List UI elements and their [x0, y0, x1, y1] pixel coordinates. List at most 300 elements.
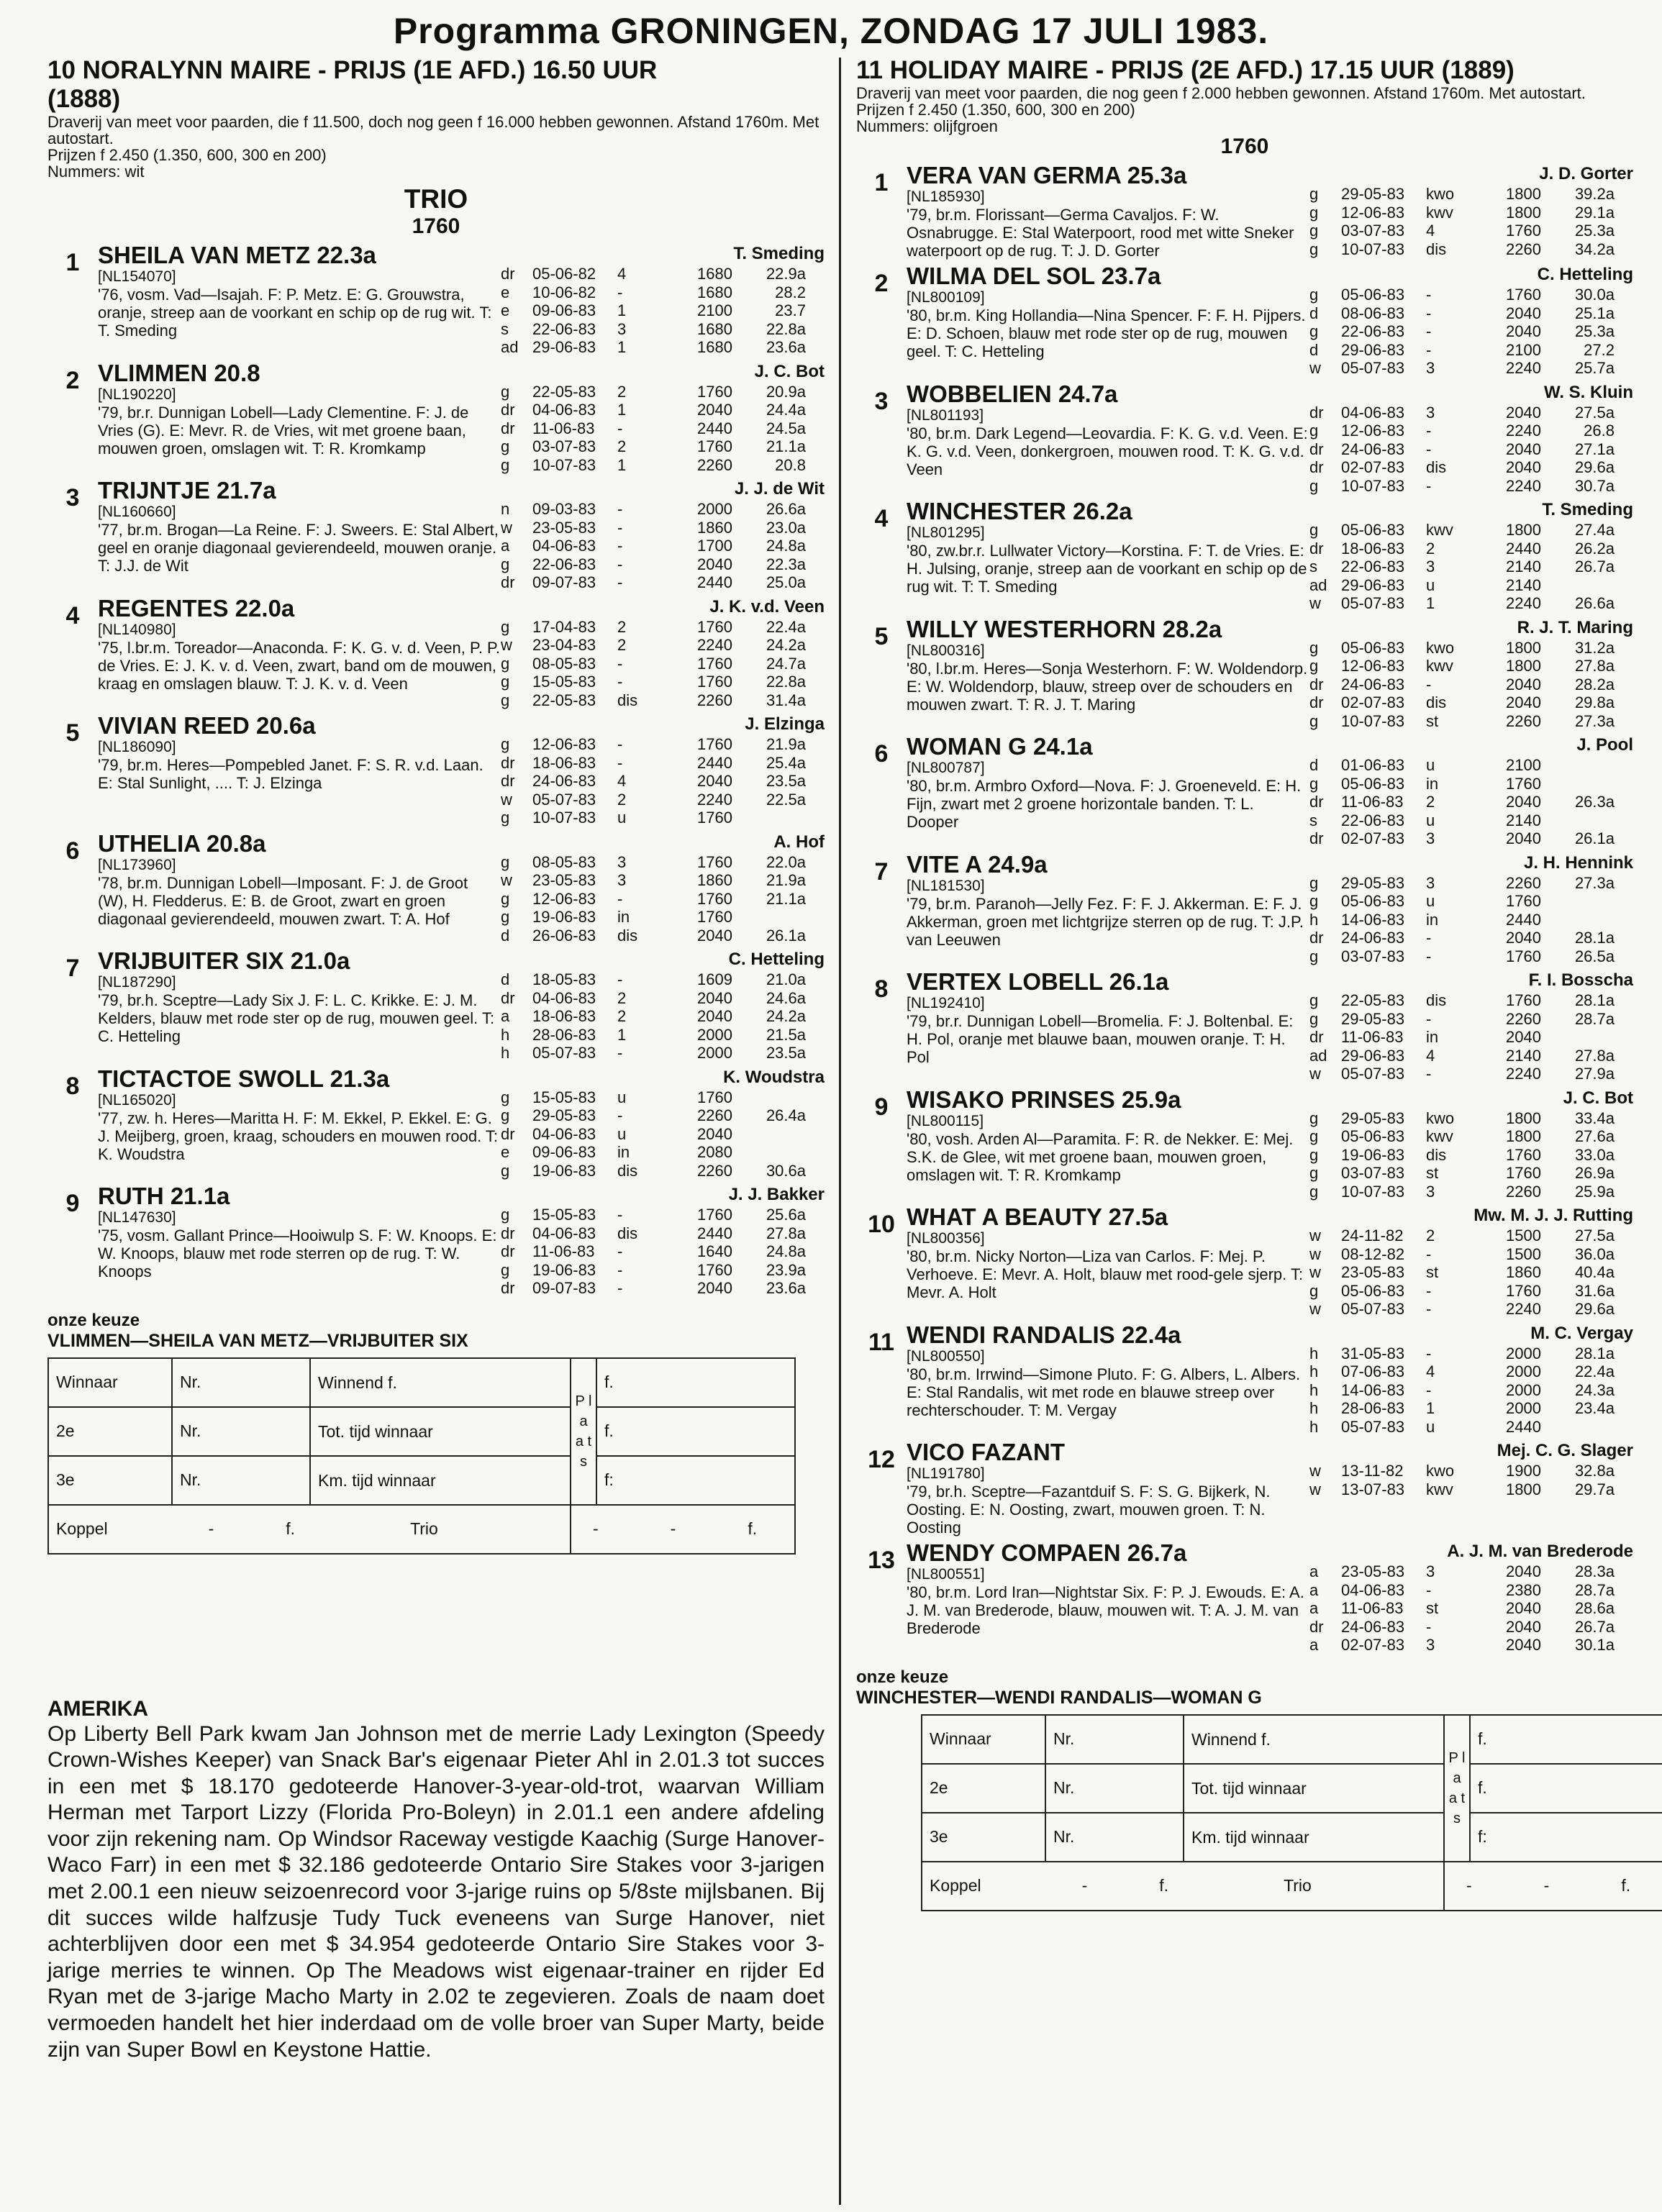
start-distance: 2000 — [1506, 1380, 1541, 1399]
start-row — [501, 1279, 825, 1298]
start-row — [1309, 1047, 1633, 1065]
start-distance: 2140 — [1506, 811, 1541, 829]
start-track: w — [1309, 1226, 1321, 1244]
start-distance: 2260 — [697, 691, 732, 709]
horse-registration: [NL173960] — [98, 856, 176, 873]
start-time: 25.7a — [1574, 359, 1615, 377]
start-distance: 2440 — [697, 419, 732, 437]
start-distance: 1760 — [697, 1088, 732, 1106]
start-distance: 2240 — [1506, 1300, 1541, 1318]
horse-number: 4 — [874, 505, 889, 532]
start-distance: 2260 — [697, 1106, 732, 1124]
start-date: 19-06-83 — [532, 908, 596, 926]
start-track: ad — [1309, 575, 1327, 594]
start-row — [1309, 540, 1633, 558]
horse-description: '80, br.m. King Hollandia—Nina Spencer. F: F. H. Pijpers. E: D. Schoen, blauw met rode ster op de rug, mouwen geel. T: C. Hetteling — [907, 306, 1306, 360]
start-time: 26.4a — [766, 1106, 806, 1124]
start-row — [1309, 1581, 1633, 1600]
start-date: 13-11-82 — [1341, 1462, 1404, 1480]
start-time: 23.7 — [775, 301, 806, 319]
horse-form — [501, 243, 825, 357]
start-row — [501, 1088, 825, 1107]
start-distance: 2240 — [1506, 422, 1541, 440]
start-track: e — [501, 283, 510, 301]
start-date: 05-07-83 — [1341, 359, 1405, 377]
start-place: st — [1426, 1164, 1439, 1182]
start-track: dr — [1309, 403, 1324, 422]
horse-name: VERA VAN GERMA 25.3a — [907, 162, 1187, 188]
start-date: 11-06-83 — [1341, 1028, 1404, 1046]
start-track: g — [501, 617, 510, 636]
start-list — [1309, 991, 1633, 1083]
horse-entry — [856, 163, 1633, 260]
start-place: u — [1426, 756, 1435, 774]
start-track: g — [1309, 222, 1319, 240]
start-time: 28.2a — [1574, 675, 1615, 693]
start-distance: 1760 — [1506, 892, 1541, 910]
start-distance: 1760 — [697, 908, 732, 926]
start-track: a — [501, 537, 510, 555]
horse-trainer: J. J. de Wit — [734, 479, 825, 499]
start-place: dis — [1426, 458, 1447, 476]
start-place: 1 — [617, 338, 627, 356]
start-place: 2 — [617, 636, 627, 654]
start-time: 34.2a — [1574, 240, 1615, 258]
start-distance: 1640 — [697, 1242, 732, 1260]
start-date: 09-07-83 — [532, 1279, 596, 1297]
start-place: - — [1426, 440, 1432, 458]
start-date: 19-06-83 — [532, 1161, 596, 1180]
start-row — [501, 871, 825, 890]
start-row — [1309, 947, 1633, 966]
start-row — [1309, 286, 1633, 304]
start-date: 09-03-83 — [532, 500, 596, 518]
start-date: 15-05-83 — [532, 673, 596, 691]
horse-entry — [856, 264, 1633, 378]
bet-field: Winnend f. — [1184, 1715, 1444, 1764]
horse-form — [1309, 1088, 1633, 1201]
start-distance: 2040 — [1506, 1562, 1541, 1580]
start-time: 40.4a — [1574, 1263, 1615, 1281]
start-row — [1309, 458, 1633, 477]
start-row — [501, 456, 825, 475]
start-date: 18-06-83 — [532, 1007, 596, 1025]
start-list — [501, 735, 825, 827]
horse-entry — [856, 499, 1633, 613]
start-time: 27.5a — [1574, 1226, 1615, 1244]
start-track: g — [1309, 322, 1319, 340]
trio-dash: - — [1543, 1876, 1550, 1895]
start-track: dr — [501, 1224, 515, 1242]
horse-name: SHEILA VAN METZ 22.3a — [98, 242, 376, 268]
start-track: a — [1309, 1580, 1319, 1599]
start-row — [1309, 1010, 1633, 1029]
start-distance: 1800 — [1506, 203, 1541, 222]
start-distance: 2040 — [1506, 403, 1541, 422]
horse-registration: [NL800551] — [907, 1566, 985, 1583]
start-time: 27.5a — [1574, 403, 1615, 422]
start-distance: 1760 — [1506, 1164, 1541, 1182]
start-distance: 1760 — [697, 889, 732, 908]
start-distance: 2040 — [1506, 793, 1541, 811]
start-time: 22.8a — [766, 673, 806, 691]
horse-entry — [47, 243, 825, 357]
horse-entry — [856, 1541, 1633, 1655]
start-time: 29.6a — [1574, 1300, 1615, 1318]
start-time: 20.8 — [775, 455, 806, 474]
start-track: g — [501, 735, 510, 753]
start-time: 23.6a — [766, 338, 806, 356]
start-row — [501, 853, 825, 872]
start-track: g — [1309, 638, 1319, 657]
start-row — [1309, 811, 1633, 830]
horse-form — [1309, 1440, 1633, 1537]
start-track: dr — [1309, 793, 1324, 811]
horse-form — [501, 1067, 825, 1180]
start-date: 11-06-83 — [532, 419, 595, 437]
start-place: - — [1426, 929, 1432, 947]
start-distance: 1860 — [1506, 1263, 1541, 1281]
start-track: a — [501, 1007, 510, 1025]
horse-trainer: M. C. Vergay — [1530, 1323, 1633, 1343]
horse-registration: [NL801295] — [907, 524, 985, 541]
start-time: 28.1a — [1574, 929, 1615, 947]
start-distance: 2040 — [697, 1124, 732, 1143]
start-track: w — [501, 518, 512, 537]
start-row — [1309, 304, 1633, 323]
horse-description: '79, br.r. Dunnigan Lobell—Lady Clementine. F: J. de Vries (G). E: Mevr. R. de Vries, wit met groene baan, mouwen groen, omslagen wit. T: R. Kromkamp — [98, 403, 469, 458]
start-row — [501, 970, 825, 989]
start-row — [501, 791, 825, 809]
horse-registration: [NL181530] — [907, 877, 985, 894]
start-time — [1541, 892, 1615, 911]
horse-name: WOMAN G 24.1a — [907, 733, 1093, 760]
horse-form — [1309, 1541, 1633, 1655]
start-place: - — [1426, 304, 1432, 322]
koppel-dash: - — [1081, 1876, 1088, 1895]
keuze-label: onze keuze — [47, 1310, 140, 1330]
start-place: 3 — [1426, 1182, 1435, 1201]
start-place: kwv — [1426, 1127, 1453, 1145]
start-track: dr — [501, 1279, 515, 1297]
horse-name: WOBBELIEN 24.7a — [907, 380, 1118, 407]
start-track: dr — [1309, 829, 1324, 847]
start-place: in — [617, 908, 630, 926]
horse-entry — [47, 949, 825, 1062]
start-date: 22-06-83 — [532, 555, 596, 573]
horse-trainer: A. J. M. van Brederode — [1447, 1542, 1633, 1561]
start-distance: 2440 — [1506, 910, 1541, 929]
start-date: 22-05-83 — [1341, 991, 1405, 1009]
start-row — [501, 437, 825, 456]
start-distance: 2380 — [1506, 1580, 1541, 1599]
start-distance: 2040 — [697, 401, 732, 419]
start-date: 23-05-83 — [1341, 1263, 1405, 1281]
start-date: 03-07-83 — [1341, 222, 1405, 240]
start-date: 29-05-83 — [532, 1106, 596, 1124]
start-place: dis — [1426, 1145, 1447, 1164]
start-distance: 2260 — [697, 455, 732, 474]
start-time — [1541, 1028, 1615, 1047]
start-date: 04-06-83 — [532, 537, 596, 555]
start-time: 31.2a — [1574, 638, 1615, 657]
start-date: 05-06-83 — [1341, 892, 1405, 910]
start-row — [501, 655, 825, 673]
start-list — [1309, 185, 1633, 258]
start-date: 05-06-83 — [1341, 774, 1405, 793]
start-place: u — [617, 1124, 627, 1143]
horse-number: 8 — [65, 1072, 80, 1100]
start-place: - — [617, 283, 623, 301]
start-row — [501, 1143, 825, 1162]
start-row — [1309, 1164, 1633, 1183]
horse-name: VERTEX LOBELL 26.1a — [907, 968, 1169, 995]
horse-registration: [NL800115] — [907, 1112, 984, 1129]
start-place: - — [617, 1242, 623, 1260]
horse-entry — [856, 1085, 1633, 1201]
start-row — [501, 1224, 825, 1243]
start-track: g — [501, 455, 510, 474]
start-track: h — [1309, 910, 1319, 929]
horse-form — [1309, 163, 1633, 260]
start-track: g — [501, 437, 510, 455]
start-row — [501, 573, 825, 592]
horse-trainer: C. Hetteling — [1537, 265, 1633, 284]
start-distance: 1500 — [1506, 1226, 1541, 1244]
horse-registration: [NL187290] — [98, 974, 176, 991]
horse-form — [1309, 852, 1633, 966]
horse-description: '80, br.m. Nicky Norton—Liza van Carlos. F: Mej. P. Verhoeve. E: Mevr. A. Holt, blauw met rood-gele sjerp. T: Mevr. A. Holt — [907, 1247, 1304, 1301]
column-divider — [839, 58, 841, 2205]
start-date: 22-05-83 — [532, 691, 596, 709]
start-distance: 2040 — [1506, 440, 1541, 458]
start-date: 14-06-83 — [1341, 910, 1405, 929]
start-distance: 1760 — [1506, 991, 1541, 1009]
horse-entry — [856, 970, 1633, 1083]
start-time: 24.5a — [766, 419, 806, 437]
start-place: - — [1426, 947, 1432, 965]
horse-trainer: J. C. Bot — [754, 361, 825, 381]
start-date: 05-07-83 — [1341, 594, 1405, 612]
start-track: ad — [501, 338, 519, 356]
start-list — [501, 500, 825, 592]
start-track: w — [1309, 1300, 1321, 1318]
start-row — [1309, 892, 1633, 911]
start-date: 05-06-82 — [532, 265, 596, 283]
horse-info — [98, 949, 501, 1062]
start-track: g — [1309, 873, 1319, 892]
start-date: 05-07-83 — [1341, 1417, 1405, 1436]
horse-form — [501, 949, 825, 1062]
start-time: 36.0a — [1574, 1244, 1615, 1263]
start-time: 27.1a — [1574, 440, 1615, 458]
start-place: - — [617, 970, 623, 988]
horse-name: VRIJBUITER SIX 21.0a — [98, 947, 350, 974]
race-conditions: Draverij van meet voor paarden, die nog geen f 2.000 hebben gewonnen. Afstand 1760m. Met autostart. — [856, 84, 1586, 102]
start-date: 05-06-83 — [1341, 521, 1405, 539]
start-distance: 2100 — [1506, 756, 1541, 774]
start-date: 24-06-83 — [1341, 675, 1405, 693]
start-distance: 1800 — [1506, 521, 1541, 539]
start-track: g — [1309, 1281, 1319, 1300]
start-track: dr — [501, 401, 515, 419]
start-place: - — [617, 1279, 623, 1297]
start-distance: 2040 — [1506, 829, 1541, 847]
horse-entry — [47, 1184, 825, 1298]
start-place: u — [1426, 892, 1435, 910]
start-row — [501, 301, 825, 320]
start-time: 27.6a — [1574, 1127, 1615, 1145]
start-place: u — [617, 809, 627, 827]
start-date: 22-06-83 — [1341, 557, 1405, 575]
start-date: 02-07-83 — [1341, 1636, 1405, 1654]
start-list — [501, 1088, 825, 1180]
start-row — [1309, 240, 1633, 259]
start-date: 23-05-83 — [532, 518, 596, 537]
horse-description: '79, br.m. Paranoh—Jelly Fez. F: F. J. Akkerman. E: F. J. Akkerman, groen met lichtgrijze sterren op de rug. T: J.P. van Leeuwen — [907, 894, 1304, 949]
bet-amount: f. — [1470, 1764, 1662, 1813]
bet-row — [48, 1456, 795, 1505]
horse-number: 8 — [874, 975, 889, 1003]
horse-info — [907, 163, 1309, 260]
horse-number: 3 — [874, 387, 889, 415]
start-date: 10-07-83 — [532, 809, 596, 827]
start-time: 24.3a — [1574, 1380, 1615, 1399]
start-distance: 1800 — [1506, 657, 1541, 675]
start-row — [1309, 1480, 1633, 1499]
start-date: 10-07-83 — [1341, 476, 1405, 495]
start-time: 26.5a — [1574, 947, 1615, 965]
bet-row — [48, 1407, 795, 1456]
start-track: dr — [501, 1242, 515, 1260]
horse-registration: [NL800109] — [907, 289, 985, 306]
bet-position: 3e — [48, 1456, 172, 1505]
horse-name: WILLY WESTERHORN 28.2a — [907, 615, 1222, 642]
start-row — [1309, 1399, 1633, 1418]
start-track: d — [1309, 756, 1319, 774]
horse-trainer: K. Woudstra — [723, 1067, 825, 1087]
start-track: d — [1309, 340, 1319, 359]
start-distance: 1760 — [697, 437, 732, 455]
start-row — [1309, 1226, 1633, 1245]
horse-list — [47, 243, 825, 1298]
horse-description: '80, zw.br.r. Lullwater Victory—Korstina. F: T. de Vries. E: H. Julsing, oranje, streep aan de voorkant en schip op de rug wit. T: T. Smeding — [907, 542, 1307, 596]
horse-description: '80, vosh. Arden Al—Paramita. F: R. de Nekker. E: Mej. S.K. de Glee, wit met groene baan, mouwen groen, omslagen wit. T: R. Kromkamp — [907, 1129, 1294, 1184]
start-row — [501, 772, 825, 791]
start-track: dr — [1309, 440, 1324, 458]
start-track: a — [1309, 1562, 1319, 1580]
start-time: 23.5a — [766, 1044, 806, 1062]
start-track: w — [1309, 1263, 1321, 1281]
start-time: 30.6a — [766, 1161, 806, 1180]
start-list — [501, 383, 825, 475]
start-time: 25.0a — [766, 573, 806, 591]
bet-nr: Nr. — [1045, 1764, 1184, 1813]
koppel-dash: - — [208, 1519, 214, 1538]
start-row — [1309, 911, 1633, 929]
horse-form — [501, 832, 825, 945]
start-place: - — [1426, 675, 1432, 693]
horse-entry — [856, 617, 1633, 731]
start-place: kwv — [1426, 521, 1453, 539]
start-distance: 2040 — [1506, 1617, 1541, 1636]
start-time: 22.9a — [766, 265, 806, 283]
start-place: 1 — [617, 1025, 627, 1044]
horse-form — [1309, 734, 1633, 848]
start-place: 3 — [1426, 829, 1435, 847]
bet-koppel — [48, 1505, 571, 1554]
start-place: 3 — [1426, 1562, 1435, 1580]
start-row — [501, 401, 825, 419]
start-distance: 2040 — [1506, 322, 1541, 340]
start-row — [1309, 557, 1633, 576]
horse-entry — [47, 361, 825, 475]
koppel-f: f. — [286, 1519, 296, 1538]
start-distance: 1760 — [697, 673, 732, 691]
start-place: - — [617, 1260, 623, 1279]
horse-info — [907, 970, 1309, 1083]
start-distance: 2140 — [1506, 575, 1541, 594]
start-date: 08-12-82 — [1341, 1244, 1405, 1263]
start-track: a — [1309, 1636, 1319, 1654]
horse-name: WHAT A BEAUTY 27.5a — [907, 1203, 1168, 1230]
start-date: 28-06-83 — [1341, 1399, 1405, 1417]
start-date: 18-06-83 — [1341, 539, 1405, 557]
start-time: 31.4a — [766, 691, 806, 709]
start-distance: 2260 — [1506, 240, 1541, 258]
race-numbers: Nummers: wit — [47, 163, 145, 181]
horse-number: 12 — [868, 1446, 895, 1473]
start-row — [1309, 322, 1633, 341]
start-date: 08-05-83 — [532, 654, 596, 673]
start-time: 26.3a — [1574, 793, 1615, 811]
start-row — [1309, 204, 1633, 222]
bet-nr: Nr. — [172, 1456, 310, 1505]
start-place: 1 — [1426, 594, 1435, 612]
start-place: - — [617, 889, 623, 908]
start-distance: 2240 — [1506, 594, 1541, 612]
distance-heading: 1760 — [1220, 135, 1269, 158]
start-track: g — [1309, 1145, 1319, 1164]
start-time: 28.6a — [1574, 1599, 1615, 1617]
start-place: kwo — [1426, 1462, 1455, 1480]
start-row — [501, 735, 825, 754]
start-row — [1309, 1418, 1633, 1437]
horse-name: WENDI RANDALIS 22.4a — [907, 1321, 1181, 1348]
start-distance: 1760 — [1506, 286, 1541, 304]
start-time: 39.2a — [1574, 185, 1615, 203]
horse-name: WILMA DEL SOL 23.7a — [907, 263, 1161, 289]
horse-info — [907, 382, 1309, 496]
start-place: 3 — [1426, 1636, 1435, 1654]
start-row — [1309, 1127, 1633, 1146]
bet-trio — [571, 1505, 795, 1554]
start-time: 25.6a — [766, 1206, 806, 1224]
start-time: 23.9a — [766, 1260, 806, 1279]
start-place: dis — [617, 1224, 638, 1242]
start-distance: 2000 — [1506, 1399, 1541, 1417]
start-row — [1309, 1362, 1633, 1381]
start-time: 27.9a — [1574, 1065, 1615, 1083]
start-date: 02-07-83 — [1341, 693, 1405, 711]
start-track: g — [501, 1206, 510, 1224]
start-row — [501, 320, 825, 339]
start-place: - — [1426, 476, 1432, 495]
start-row — [1309, 576, 1633, 595]
start-distance: 1800 — [1506, 638, 1541, 657]
start-list — [501, 853, 825, 945]
start-date: 03-07-83 — [1341, 1164, 1405, 1182]
